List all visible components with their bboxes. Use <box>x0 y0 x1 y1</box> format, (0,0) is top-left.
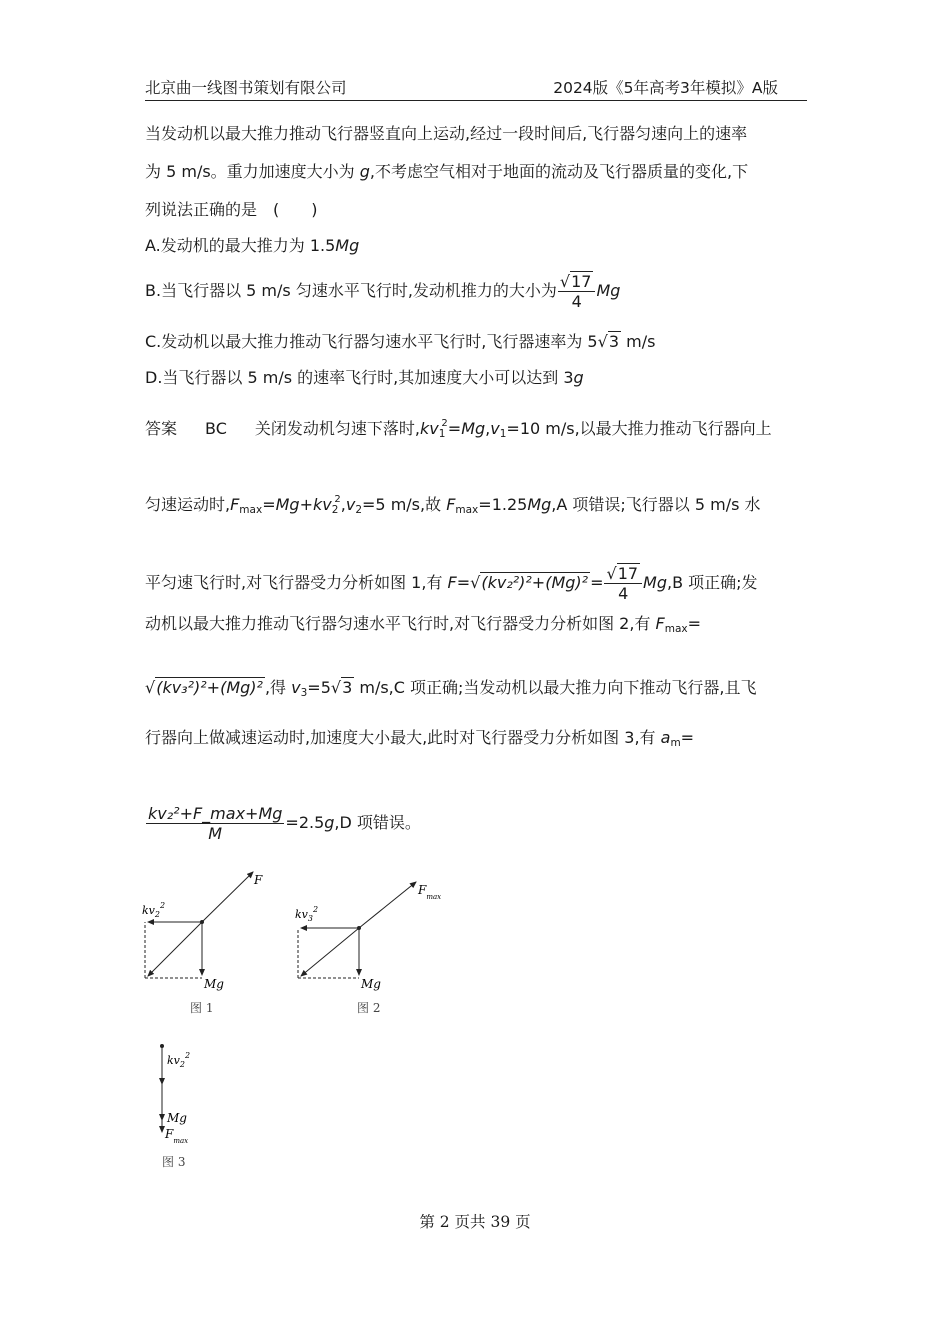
resultant-arrow <box>148 922 202 976</box>
answer-line-4 <box>145 614 701 639</box>
answer-text: , <box>340 495 346 514</box>
answer-text: 平匀速飞行时,对飞行器受力分析如图 1,有 <box>145 573 448 592</box>
answer-text: =5 <box>307 678 331 697</box>
option-b <box>145 272 620 311</box>
label-kv: $kv_2^2$ <box>142 901 166 919</box>
denominator: 4 <box>618 584 629 603</box>
answer-text: , <box>485 419 491 438</box>
answer-text: 动机以最大推力推动飞行器匀速水平飞行时,对飞行器受力分析如图 2,有 <box>145 614 656 633</box>
page-footer: 第 2 页共 39 页 <box>419 1213 531 1231</box>
symbol-v: v <box>490 419 500 438</box>
header-edition: 2024版《5年高考3年模拟》A版 <box>553 79 778 97</box>
answer-line-2 <box>145 490 761 520</box>
radical-sign: √ <box>559 272 571 291</box>
symbol-a: a <box>660 728 671 747</box>
answer-text: ,A 项错误;飞行器以 5 m/s 水 <box>551 495 761 514</box>
radicand: (kv₂²)²+(Mg)² <box>481 573 589 592</box>
symbol-mg: Mg <box>596 281 621 300</box>
thrust-arrow <box>202 872 253 922</box>
label-fmax: $F_{max}$ <box>418 883 442 901</box>
symbol-v: v <box>345 495 356 514</box>
thrust-arrow <box>359 882 416 928</box>
resultant-arrow <box>301 928 359 976</box>
fraction-sqrt17-over-4 <box>558 272 596 311</box>
symbol-kv: kv <box>312 495 332 514</box>
radicand: 17 <box>571 272 592 291</box>
symbol-g: g <box>573 368 584 387</box>
symbol-mg: Mg <box>335 236 360 255</box>
fraction-sqrt17-over-4 <box>604 564 642 603</box>
answer-text: =1.25 <box>478 495 528 514</box>
figure-1-caption: 图 1 <box>190 1001 214 1015</box>
answer-text: 行器向上做减速运动时,加速度大小最大,此时对飞行器受力分析如图 3,有 <box>145 728 661 747</box>
label-fmax: $F_{max}$ <box>165 1127 189 1145</box>
radicand: (kv₃²)²+(Mg)² <box>156 678 263 697</box>
label-mg: Mg <box>361 977 381 991</box>
answer-choice: BC <box>205 419 227 438</box>
answer-line-1 <box>145 414 772 444</box>
subscript: 1 <box>438 428 446 440</box>
answer-text: =2.5 <box>285 813 325 832</box>
answer-text: = <box>680 728 695 747</box>
figure-2 <box>295 882 441 1015</box>
answer-text: = <box>687 614 702 633</box>
radical-sign: √ <box>597 332 608 351</box>
symbol-f: F <box>446 495 456 514</box>
subscript: 2 <box>355 504 363 516</box>
label-kv: $kv_3^2$ <box>295 905 319 923</box>
denominator: M <box>208 824 223 843</box>
radical-sign: √ <box>145 678 156 697</box>
answer-label: 答案 <box>145 419 178 438</box>
label-mg: Mg <box>204 977 224 991</box>
symbol-mg: Mg <box>527 495 552 514</box>
radical-sign: √ <box>330 678 342 697</box>
symbol-f: F <box>230 495 240 514</box>
symbol-f: F <box>655 614 665 633</box>
figure-3-caption: 图 3 <box>162 1155 186 1169</box>
question-text: 当发动机以最大推力推动飞行器竖直向上运动,经过一段时间后,飞行器匀速向上的速率 <box>145 124 748 143</box>
answer-text: 匀速运动时, <box>145 495 231 514</box>
answer-line-7 <box>145 804 421 843</box>
answer-text: m/s,C 项正确;当发动机以最大推力向下推动飞行器,且飞 <box>354 678 757 697</box>
superscript: 2 <box>334 494 341 505</box>
answer-text: = <box>456 573 471 592</box>
label-f: F <box>254 873 263 887</box>
label-mg: Mg <box>167 1111 187 1125</box>
symbol-v: v <box>291 678 301 697</box>
question-text: ,不考虑空气相对于地面的流动及飞行器质量的变化,下 <box>369 162 749 181</box>
superscript: 2 <box>441 418 448 429</box>
radicand: 17 <box>617 564 639 583</box>
radicand: 3 <box>608 332 620 351</box>
question-line-1 <box>145 124 747 144</box>
question-line-2 <box>145 162 748 182</box>
subscript: max <box>239 504 263 516</box>
symbol-g: g <box>359 162 370 181</box>
symbol-f: F <box>447 573 457 592</box>
figure-2-caption: 图 2 <box>357 1001 381 1015</box>
subscript: max <box>455 504 479 516</box>
figure-3 <box>160 1044 190 1169</box>
figure-1 <box>142 872 263 1015</box>
option-b-text: B.当飞行器以 5 m/s 匀速水平飞行时,发动机推力的大小为 <box>145 281 557 300</box>
point-mass <box>357 926 361 930</box>
option-c-text: C.发动机以最大推力推动飞行器匀速水平飞行时,飞行器速率为 5 <box>145 332 598 351</box>
header-rule <box>145 100 807 101</box>
unit: m/s <box>621 332 656 351</box>
question-text: 为 5 m/s。重力加速度大小为 <box>145 162 360 181</box>
answer-text: 关闭发动机匀速下落时, <box>254 419 420 438</box>
subscript: 1 <box>499 428 507 440</box>
option-a-text: A.发动机的最大推力为 1.5 <box>145 236 336 255</box>
answer-text: ,B 项正确;发 <box>667 573 758 592</box>
answer-line-6 <box>145 728 694 753</box>
answer-text: + <box>299 495 313 514</box>
numerator: kv₂²+F_max+Mg <box>148 804 283 823</box>
answer-text: = <box>262 495 276 514</box>
radicand: 3 <box>342 678 353 697</box>
answer-text: ,D 项错误。 <box>334 813 421 832</box>
label-kv: $kv_2^2$ <box>167 1051 191 1069</box>
radical-sign: √ <box>470 573 481 592</box>
subscript: 3 <box>300 687 308 699</box>
option-c <box>145 332 655 352</box>
symbol-kv: kv <box>419 419 439 438</box>
symbol-g: g <box>324 813 335 832</box>
force-diagrams <box>130 860 470 1190</box>
option-a <box>145 236 359 256</box>
symbol-mg: Mg <box>461 419 486 438</box>
subscript: m <box>670 737 681 749</box>
answer-text: = <box>447 419 462 438</box>
question-text: 列说法正确的是 ( ) <box>145 200 318 219</box>
subscript: max <box>664 623 688 635</box>
symbol-mg: Mg <box>275 495 300 514</box>
answer-text: = <box>590 573 604 592</box>
denominator: 4 <box>571 292 582 311</box>
option-d <box>145 368 584 388</box>
answer-text: ,得 <box>264 678 292 697</box>
answer-text: =5 m/s,故 <box>362 495 447 514</box>
answer-line-5 <box>145 678 757 703</box>
symbol-mg: Mg <box>643 573 668 592</box>
point-mass <box>200 920 204 924</box>
header-publisher: 北京曲一线图书策划有限公司 <box>145 79 347 97</box>
fraction-acceleration <box>146 804 284 843</box>
answer-text: =10 m/s,以最大推力推动飞行器向上 <box>506 419 772 438</box>
answer-line-3 <box>145 564 758 603</box>
subscript: 2 <box>331 504 339 516</box>
option-d-text: D.当飞行器以 5 m/s 的速率飞行时,其加速度大小可以达到 3 <box>145 368 574 387</box>
radical-sign: √ <box>606 564 617 583</box>
question-line-3 <box>145 200 318 220</box>
